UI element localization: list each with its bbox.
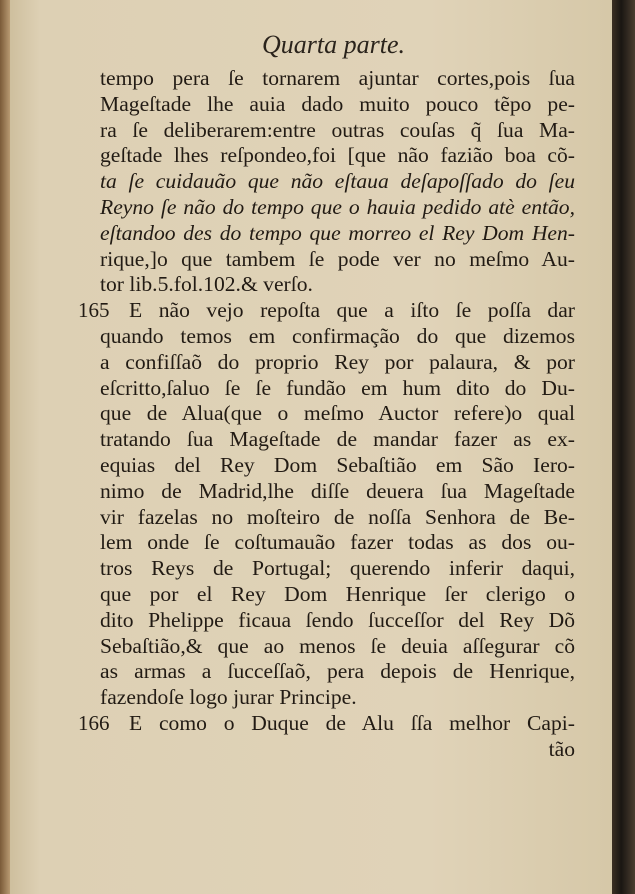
- text-line: fazendoſe logo jurar Principe.: [100, 685, 357, 710]
- paragraph-number: 166: [78, 710, 110, 735]
- catchword: tão: [548, 736, 575, 761]
- text-line: tempo pera ſe tornarem ajuntar cortes,pois ſua: [100, 66, 575, 90]
- text-line: que de Alua(que o meſmo Auctor refere)o qual: [100, 401, 575, 426]
- text-line: tor lib.5.fol.102.& verſo.: [100, 272, 313, 297]
- text-line: lem onde ſe coſtumauão fazer todas as dos ou-: [100, 530, 575, 555]
- text-line: geſtade lhes reſpondeo,foi [que não fazião boa cõ-: [100, 143, 575, 168]
- paragraph-number: 165: [78, 298, 110, 323]
- text-line: E não vejo repoſta que a iſto ſe poſſa dar: [129, 298, 575, 323]
- text-line: ra ſe deliberarem:entre outras couſas q̃ ſua Ma-: [100, 117, 575, 142]
- text-line: vir fazelas no moſteiro de noſſa Senhora de Be-: [100, 504, 575, 529]
- text-line: a confiſſaõ do proprio Rey por palaura, & por: [100, 349, 575, 374]
- text-line: Mageſtade lhe auia dado muito pouco tẽpo pe-: [100, 91, 575, 116]
- text-line: quando temos em confirmação do que dizemos: [100, 323, 575, 348]
- text-line: nimo de Madrid,lhe diſſe deuera ſua Mageſtade: [100, 478, 575, 503]
- text-line: dito Phelippe ficaua ſendo ſucceſſor del Rey Dõ: [100, 607, 575, 632]
- text-line: rique,]o que tambem ſe pode ver no meſmo Au-: [100, 246, 575, 271]
- paragraph-start-line: [78, 710, 575, 737]
- text-line-italic: Reyno ſe não do tempo que o hauia pedido atè então,: [100, 194, 575, 219]
- text-line: tros Reys de Portugal; querendo inferir daqui,: [100, 556, 575, 581]
- text-line: eſcritto,ſaluo ſe ſe fundão em hum dito do Du-: [100, 375, 575, 400]
- text-line: que por el Rey Dom Henrique ſer clerigo o: [100, 581, 575, 606]
- text-line: tratando ſua Mageſtade de mandar fazer as ex-: [100, 427, 575, 452]
- text-line-italic: eſtandoo des do tempo que morreo el Rey Dom Hen-: [100, 220, 575, 245]
- text-line: Sebaſtião,& que ao menos ſe deuia aſſegurar cõ: [100, 633, 575, 658]
- body-text: [78, 66, 575, 763]
- running-header: Quarta parte.: [262, 30, 405, 59]
- book-spine: [612, 0, 635, 894]
- text-line-italic: ta ſe cuidauão que não eſtaua deſapoſſado do ſeu: [100, 169, 575, 194]
- text-line: equias del Rey Dom Sebaſtião em São Iero-: [100, 452, 575, 477]
- paragraph-start-line: [78, 298, 575, 324]
- text-line: as armas a ſucceſſaõ, pera depois de Henrique,: [100, 659, 575, 684]
- text-line: E como o Duque de Alu ſſa melhor Capi-: [129, 710, 575, 735]
